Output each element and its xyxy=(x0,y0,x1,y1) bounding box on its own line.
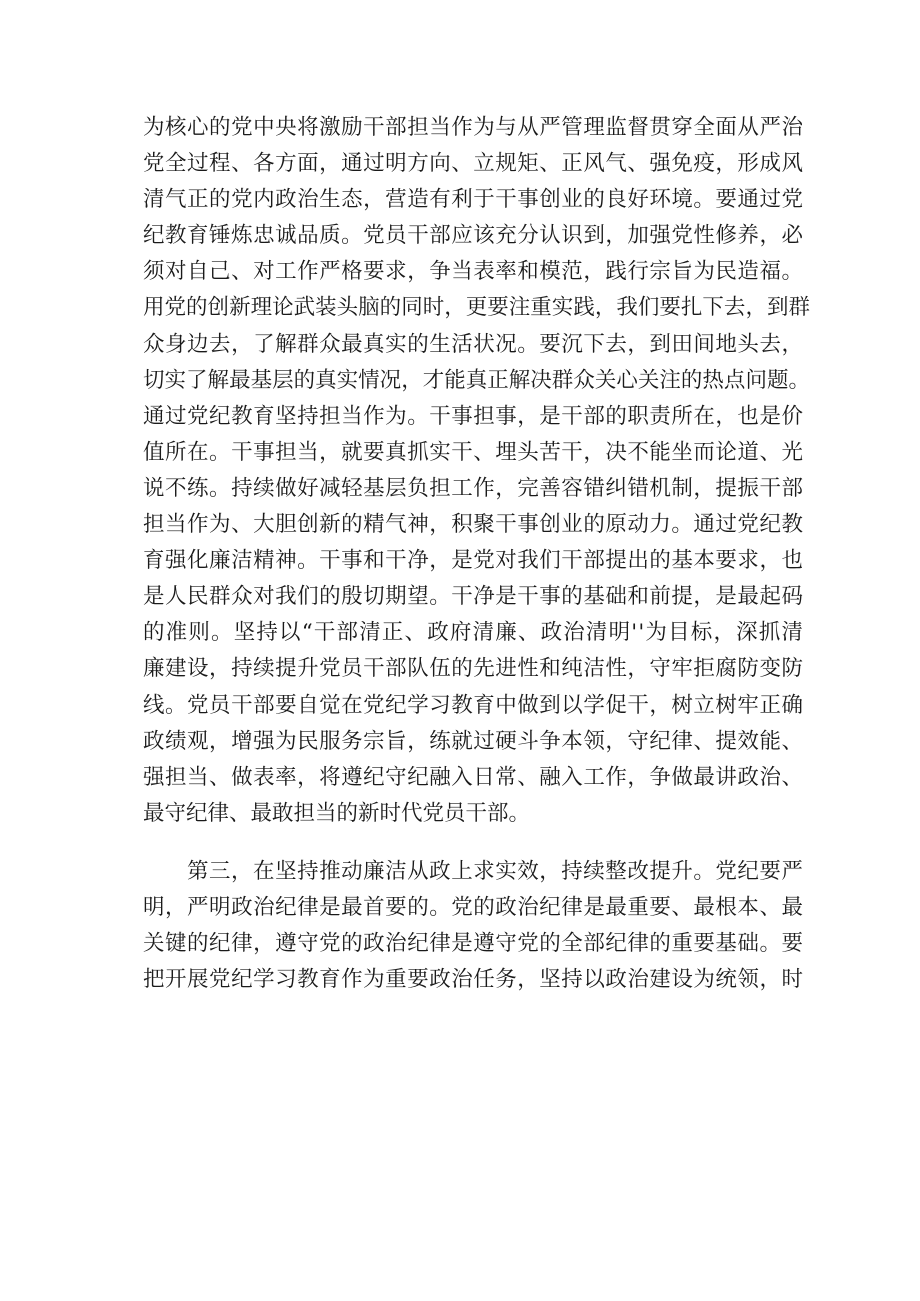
text-line: 为 核 心 的 党 中 央 将 激 励 干 部 担 当 作 为 与 从 严 管 理 监 督 贯 穿 全 面 从 严 治 xyxy=(143,115,803,140)
paragraph-gap xyxy=(143,832,803,854)
text-line: 用 党 的 创 新 理 论 武 装 头 脑 的 同 时 ， 更 要 注 重 实 践 ， 我 们 要 扎 下 去 ， 到 群 xyxy=(143,295,810,321)
paragraph-1 xyxy=(143,110,810,832)
text-line: 须 对 自 己 、 对 工 作 严 格 要 求 ， 争 当 表 率 和 模 范 ， 践 行 宗 旨 为 民 造 福 。 xyxy=(143,259,803,285)
text-line: 的 准 则 。 坚 持 以 “ 干 部 清 正 、 政 府 清 廉 、 政 治 清 明 ' ' 为 目 标 ， 深 抓 清 xyxy=(143,620,803,646)
text-line: 切 实 了 解 最 基 层 的 真 实 情 况 ， 才 能 真 正 解 决 群 众 关 心 关 注 的 热 点 问 题 。 xyxy=(143,367,810,393)
text-line: 廉 建 设 ， 持 续 提 升 党 员 干 部 队 伍 的 先 进 性 和 纯 洁 性 ， 守 牢 拒 腐 防 变 防 xyxy=(143,656,803,682)
paragraph-2 xyxy=(143,854,803,998)
text-line: 明 ， 严 明 政 治 纪 律 是 最 首 要 的 。 党 的 政 治 纪 律 是 最 重 要 、 最 根 本 、 最 xyxy=(143,894,803,920)
text-line: 最守纪律、最敢担当的新时代党员干部。 xyxy=(143,800,531,826)
text-line: 政 绩 观 ， 增 强 为 民 服 务 宗 旨 ， 练 就 过 硬 斗 争 本 领 ， 守 纪 律 、 提 效 能 、 xyxy=(143,728,803,754)
text-line: 强 担 当 、 做 表 率 ， 将 遵 纪 守 纪 融 入 日 常 、 融 入 工 作 ， 争 做 最 讲 政 治 、 xyxy=(143,764,803,790)
text-line: 清 气 正 的 党 内 政 治 生 态 ， 营 造 有 利 于 干 事 创 业 的 良 好 环 境 。 要 通 过 党 xyxy=(143,187,803,213)
text-line: 纪 教 育 锤 炼 忠 诚 品 质 。 党 员 干 部 应 该 充 分 认 识 到 ， 加 强 党 性 修 养 ， 必 xyxy=(143,223,803,249)
text-line: 众 身 边 去 ， 了 解 群 众 最 真 实 的 生 活 状 况 。 要 沉 下 去 ， 到 田 间 地 头 去 ， xyxy=(143,331,803,357)
text-line: 通 过 党 纪 教 育 坚 持 担 当 作 为 。 干 事 担 事 ， 是 干 部 的 职 责 所 在 ， 也 是 价 xyxy=(143,403,803,429)
document-body xyxy=(143,110,810,998)
text-line: 育 强 化 廉 洁 精 神 。 干 事 和 干 净 ， 是 党 对 我 们 干 部 提 出 的 基 本 要 求 ， 也 xyxy=(143,548,803,574)
text-line: 线 。 党 员 干 部 要 自 觉 在 党 纪 学 习 教 育 中 做 到 以 学 促 干 ， 树 立 树 牢 正 确 xyxy=(143,692,803,718)
text-line: 是 人 民 群 众 对 我 们 的 殷 切 期 望 。 干 净 是 干 事 的 基 础 和 前 提 ， 是 最 起 码 xyxy=(143,584,803,610)
text-line: 第 三 ， 在 坚 持 推 动 廉 洁 从 政 上 求 实 效 ， 持 续 整 改 提 升 。 党 纪 要 严 xyxy=(187,858,803,884)
text-line: 关 键 的 纪 律 ， 遵 守 党 的 政 治 纪 律 是 遵 守 党 的 全 部 纪 律 的 重 要 基 础 。 要 xyxy=(143,931,803,957)
text-line: 党 全 过 程 、 各 方 面 ， 通 过 明 方 向 、 立 规 矩 、 正 风 气 、 强 免 疫 ， 形 成 风 xyxy=(143,151,803,177)
text-line: 说 不 练 。 持 续 做 好 减 轻 基 层 负 担 工 作 ， 完 善 容 错 纠 错 机 制 ， 提 振 干 部 xyxy=(143,475,803,501)
text-line: 值 所 在 。 干 事 担 当 ， 就 要 真 抓 实 干 、 埋 头 苦 干 ， 决 不 能 坐 而 论 道 、 光 xyxy=(143,439,803,465)
text-line: 担 当 作 为 、 大 胆 创 新 的 精 气 神 ， 积 聚 干 事 创 业 的 原 动 力 。 通 过 党 纪 教 xyxy=(143,512,803,538)
text-line: 把 开 展 党 纪 学 习 教 育 作 为 重 要 政 治 任 务 ， 坚 持 以 政 治 建 设 为 统 领 ， 时 xyxy=(143,967,803,993)
